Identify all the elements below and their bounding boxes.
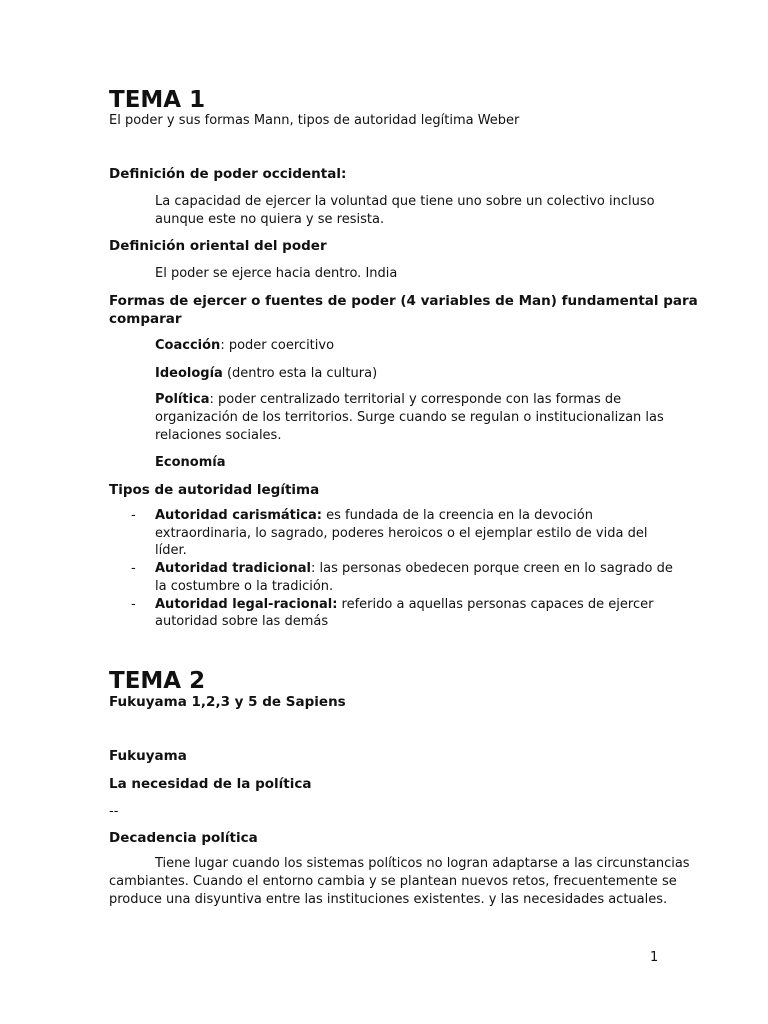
def-occidental-text-line1: La capacidad de ejercer la voluntad que tiene uno sobre un colectivo incluso <box>155 194 655 209</box>
formas-heading-line2: comparar <box>109 311 182 327</box>
politica-item-line3: relaciones sociales. <box>155 428 282 443</box>
carismatica-line1 <box>155 507 593 524</box>
tradicional-line2: la costumbre o la tradición. <box>155 579 334 594</box>
carismatica-text: es fundada de la creencia en la devoción <box>322 508 593 523</box>
coaccion-item <box>155 337 334 354</box>
tipos-heading: Tipos de autoridad legítima <box>109 482 320 498</box>
decadencia-text-line2: cambiantes. Cuando el entorno cambia y se plantean nuevos retos, frecuentemente se <box>109 874 677 889</box>
coaccion-term: Coacción <box>155 338 221 353</box>
tema2-title: TEMA 2 <box>109 668 206 694</box>
tema1-subtitle: El poder y sus formas Mann, tipos de autoridad legítima Weber <box>109 113 520 128</box>
necesidad-heading: La necesidad de la política <box>109 776 312 792</box>
separator: -- <box>109 804 119 819</box>
tema1-title: TEMA 1 <box>109 87 206 113</box>
tradicional-text: : las personas obedecen porque creen en lo sagrado de <box>310 561 673 576</box>
bullet-dash: - <box>131 561 136 576</box>
ideologia-term: Ideología <box>155 366 223 381</box>
ideologia-text: (dentro esta la cultura) <box>222 366 378 381</box>
decadencia-text-line1: Tiene lugar cuando los sistemas políticos no logran adaptarse a las circunstancias <box>155 856 690 871</box>
politica-term: Política <box>155 392 210 407</box>
legal-line1 <box>155 596 653 613</box>
politica-item-line1 <box>155 391 621 408</box>
decadencia-heading: Decadencia política <box>109 830 258 846</box>
economia-term: Economía <box>155 455 226 470</box>
legal-line2: autoridad sobre las demás <box>155 614 329 629</box>
def-occidental-heading: Definición de poder occidental: <box>109 166 347 182</box>
tema2-subtitle: Fukuyama 1,2,3 y 5 de Sapiens <box>109 694 346 710</box>
def-oriental-heading: Definición oriental del poder <box>109 238 327 254</box>
def-occidental-text-line2: aunque este no quiera y se resista. <box>155 212 385 227</box>
bullet-dash: - <box>131 508 136 523</box>
tradicional-line1 <box>155 560 673 577</box>
carismatica-line3: líder. <box>155 543 187 558</box>
bullet-dash: - <box>131 597 136 612</box>
ideologia-item <box>155 365 377 382</box>
formas-heading-line1: Formas de ejercer o fuentes de poder (4 variables de Man) fundamental para <box>109 293 698 309</box>
decadencia-text-line3: produce una disyuntiva entre las instituciones existentes. y las necesidades actuales. <box>109 892 668 907</box>
fukuyama-heading: Fukuyama <box>109 748 187 764</box>
politica-item-line2: organización de los territorios. Surge cuando se regulan o institucionalizan las <box>155 410 664 425</box>
coaccion-text: : poder coercitivo <box>220 338 335 353</box>
carismatica-term: Autoridad carismática: <box>155 508 322 523</box>
tradicional-term: Autoridad tradicional <box>155 561 311 576</box>
economia-item <box>155 454 225 471</box>
carismatica-line2: extraordinaria, lo sagrado, poderes heroicos o el ejemplar estilo de vida del <box>155 526 648 541</box>
page-number: 1 <box>650 950 659 965</box>
politica-text: : poder centralizado territorial y corresponde con las formas de <box>209 392 622 407</box>
def-oriental-text: El poder se ejerce hacia dentro. India <box>155 266 398 281</box>
legal-term: Autoridad legal-racional: <box>155 597 338 612</box>
legal-text: referido a aquellas personas capaces de ejercer <box>337 597 654 612</box>
